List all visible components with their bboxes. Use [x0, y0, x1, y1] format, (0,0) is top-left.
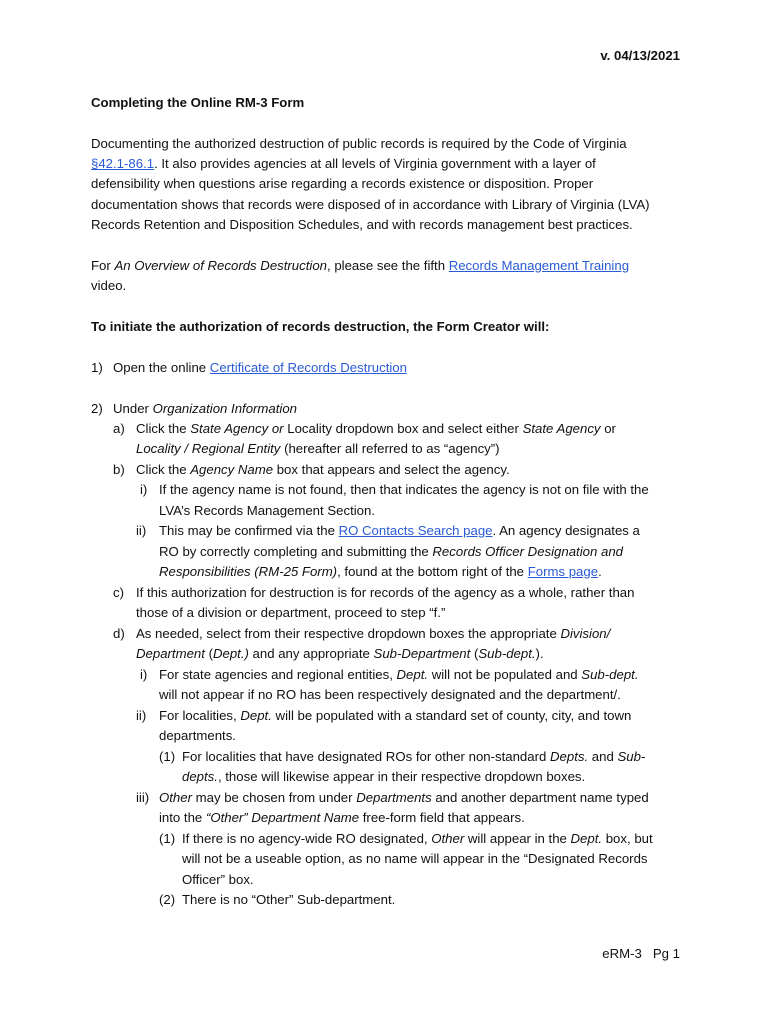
step-1-text: Open the online Certificate of Records Destruction	[113, 360, 407, 375]
step-2d-iii-number: iii)	[136, 790, 150, 805]
step-2d-i-line-1: For state agencies and regional entities, Dept. will not be populated and Sub-dept.	[159, 667, 639, 682]
step-2d-iii-line-1: Other may be chosen from under Departments and another department name typed	[159, 790, 649, 805]
step-2b-line-1: Click the Agency Name box that appears and select the agency.	[136, 462, 510, 477]
step-2d-iii-1-number: (1)	[159, 831, 176, 846]
intro-line-3: defensibility when questions arise regarding a records existence or disposition. Proper	[91, 176, 594, 191]
intro-line-5: Records Retention and Disposition Schedules, and with records management best practices.	[91, 217, 633, 232]
step-2b-i-line-1: If the agency name is not found, then that indicates the agency is not on file with the	[159, 482, 649, 497]
records-management-training-link[interactable]: Records Management Training	[448, 258, 630, 273]
step-2c-line-2: those of a division or department, proceed to step “f.”	[136, 605, 446, 620]
step-2b-ii-line-1: This may be confirmed via the RO Contacts Search page. An agency designates a	[159, 523, 640, 538]
step-2a-number: a)	[113, 421, 125, 436]
step-2d-ii-line-1: For localities, Dept. will be populated with a standard set of county, city, and town	[159, 708, 632, 723]
step-2c-number: c)	[113, 585, 124, 600]
version-label: v. 04/13/2021	[600, 48, 680, 63]
step-2-number: 2)	[91, 401, 103, 416]
step-2d-ii-1-number: (1)	[159, 749, 176, 764]
step-2d-i-line-2: will not appear if no RO has been respectively designated and the department/.	[159, 687, 621, 702]
step-2a-line-1: Click the State Agency or Locality dropdown box and select either State Agency or	[136, 421, 616, 436]
intro-line-2: §42.1-86.1. It also provides agencies at all levels of Virginia government with a layer of	[91, 156, 596, 171]
step-2d-iii-2-line-1: There is no “Other” Sub-department.	[182, 892, 396, 907]
certificate-of-records-destruction-link[interactable]: Certificate of Records Destruction	[209, 360, 407, 375]
forms-page-link[interactable]: Forms page	[527, 564, 599, 579]
step-2b-ii-line-2: RO by correctly completing and submitting the Records Officer Designation and	[159, 544, 623, 559]
step-2d-iii-1-line-1: If there is no agency-wide RO designated, Other will appear in the Dept. box, but	[182, 831, 653, 846]
page-footer: eRM-3 Pg 1	[602, 946, 680, 961]
step-2d-ii-line-2: departments.	[159, 728, 236, 743]
step-2d-line-1: As needed, select from their respective dropdown boxes the appropriate Division/	[136, 626, 611, 641]
step-2-text: Under Organization Information	[113, 401, 297, 416]
section-heading: To initiate the authorization of records destruction, the Form Creator will:	[91, 319, 550, 334]
overview-line-1: For An Overview of Records Destruction, please see the fifth Records Management Training	[91, 258, 630, 273]
overview-line-2: video.	[91, 278, 127, 293]
step-2d-ii-1-line-2: depts., those will likewise appear in their respective dropdown boxes.	[182, 769, 586, 784]
step-2b-i-line-2: LVA’s Records Management Section.	[159, 503, 375, 518]
step-2d-i-number: i)	[140, 667, 148, 682]
intro-line-1: Documenting the authorized destruction of public records is required by the Code of Virginia	[91, 136, 627, 151]
step-2d-number: d)	[113, 626, 125, 641]
intro-line-4: documentation shows that records were disposed of in accordance with Library of Virginia (LVA)	[91, 197, 650, 212]
step-2b-number: b)	[113, 462, 125, 477]
step-2d-iii-line-2: into the “Other” Department Name free-form field that appears.	[159, 810, 525, 825]
step-2d-iii-1-line-2: will not be a useable option, as no name will appear in the “Designated Records	[182, 851, 648, 866]
step-2b-i-number: i)	[140, 482, 148, 497]
step-2d-iii-2-number: (2)	[159, 892, 176, 907]
step-2d-iii-1-line-3: Officer” box.	[182, 872, 254, 887]
step-2c-line-1: If this authorization for destruction is for records of the agency as a whole, rather than	[136, 585, 635, 600]
step-2d-ii-number: ii)	[136, 708, 147, 723]
code-of-virginia-link[interactable]: §42.1-86.1	[91, 156, 155, 171]
step-2d-line-2: Department (Dept.) and any appropriate Sub-Department (Sub-dept.).	[136, 646, 544, 661]
page-title: Completing the Online RM-3 Form	[91, 95, 305, 110]
step-2a-line-2: Locality / Regional Entity (hereafter all referred to as “agency”)	[136, 441, 500, 456]
step-2d-ii-1-line-1: For localities that have designated ROs for other non-standard Depts. and Sub-	[182, 749, 646, 764]
step-2b-ii-line-3: Responsibilities (RM-25 Form), found at the bottom right of the Forms page.	[159, 564, 602, 579]
ro-contacts-search-link[interactable]: RO Contacts Search page	[338, 523, 493, 538]
step-2b-ii-number: ii)	[136, 523, 147, 538]
step-1-number: 1)	[91, 360, 103, 375]
